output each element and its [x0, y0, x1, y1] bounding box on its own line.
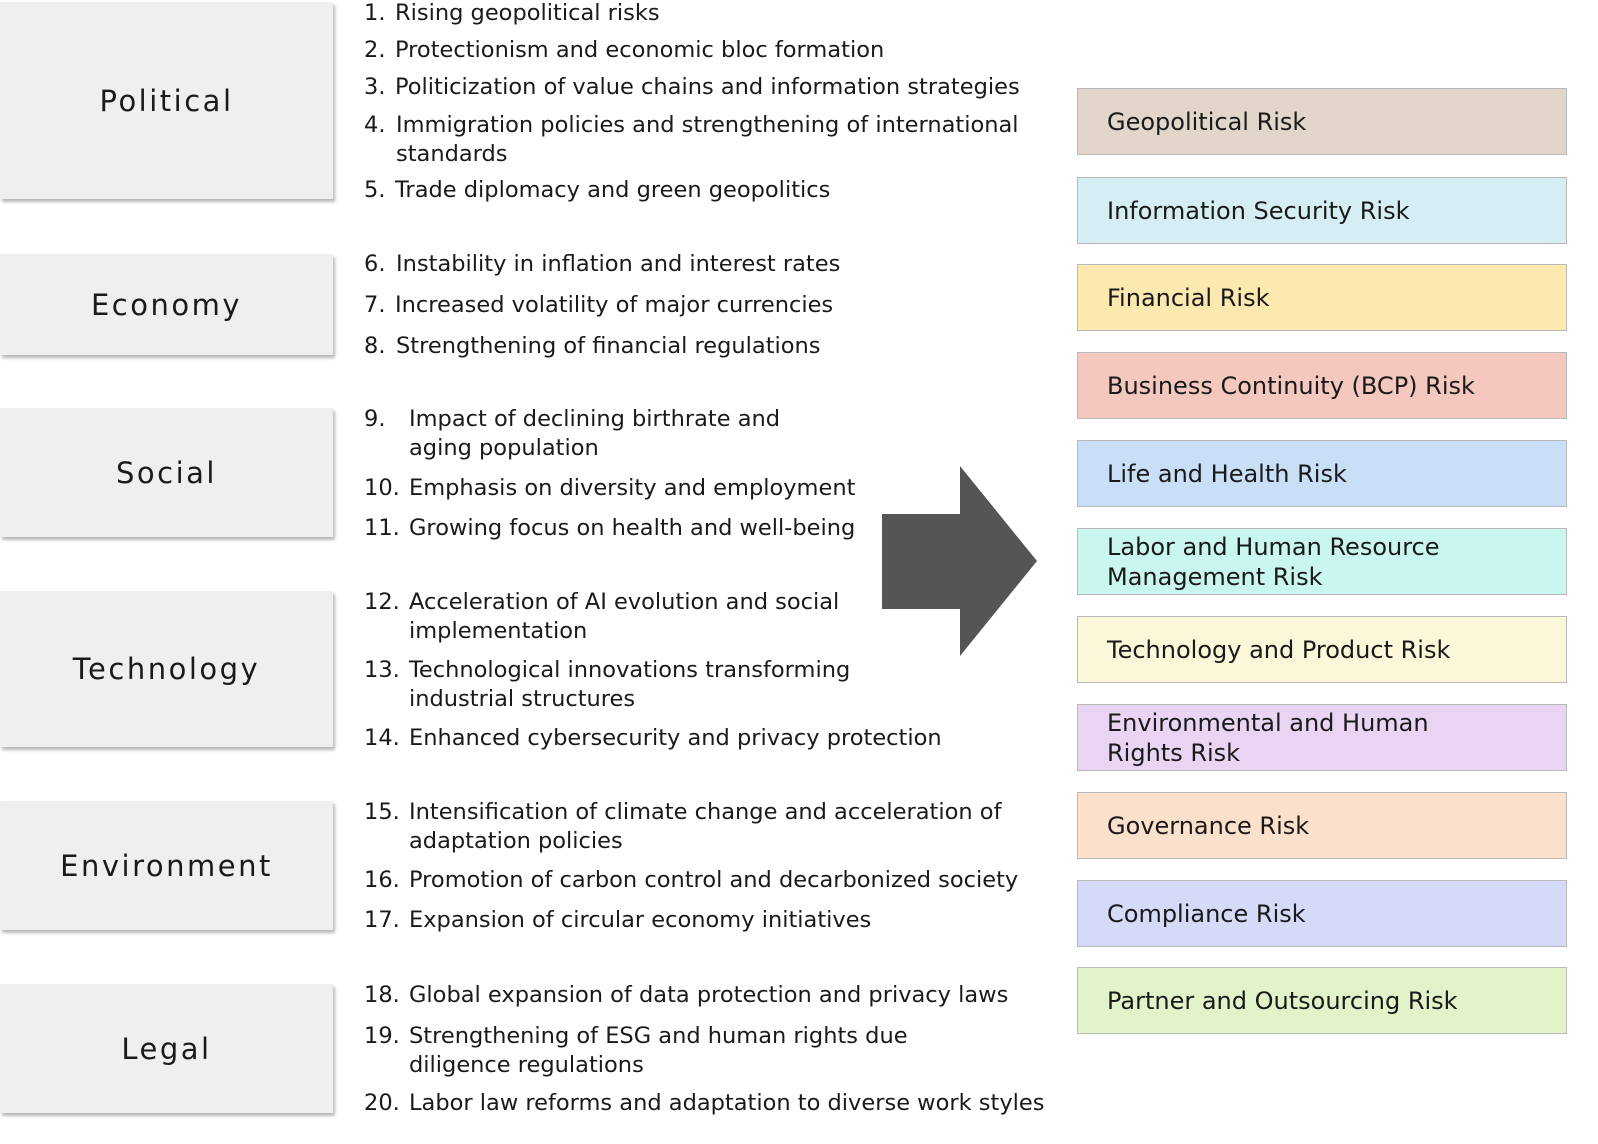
- category-economy: Economy: [0, 254, 333, 355]
- risk-label: Governance Risk: [1107, 811, 1310, 840]
- risk-label: Compliance Risk: [1107, 899, 1306, 928]
- factor-item: 20. Labor law reforms and adaptation to diverse work styles: [364, 1090, 1045, 1116]
- factor-item: 4. Immigration policies and strengthening of international standards: [364, 112, 1019, 167]
- factor-item: 18. Global expansion of data protection and privacy laws: [364, 982, 1009, 1008]
- risk-box-business-continuity: [1077, 352, 1567, 419]
- factor-item: 8. Strengthening of financial regulations: [364, 333, 821, 359]
- risk-label: Information Security Risk: [1107, 196, 1410, 225]
- risk-label: Labor and Human Resource Management Risk: [1107, 532, 1440, 591]
- category-political: Political: [0, 2, 333, 199]
- risk-label: Geopolitical Risk: [1107, 107, 1307, 136]
- risk-box-governance: [1077, 792, 1567, 859]
- risk-label: Business Continuity (BCP) Risk: [1107, 371, 1475, 400]
- factor-item: 16. Promotion of carbon control and decarbonized society: [364, 867, 1019, 893]
- category-social: Social: [0, 408, 333, 537]
- category-legal: Legal: [0, 984, 333, 1113]
- risk-box-life-health: [1077, 440, 1567, 507]
- risk-box-geopolitical: [1077, 88, 1567, 155]
- factor-item: 1. Rising geopolitical risks: [364, 0, 660, 26]
- factor-item: 12. Acceleration of AI evolution and social implementation: [364, 589, 840, 644]
- risk-label: Technology and Product Risk: [1107, 635, 1451, 664]
- factor-item: 2. Protectionism and economic bloc formation: [364, 37, 885, 63]
- risk-label: Partner and Outsourcing Risk: [1107, 986, 1458, 1015]
- factor-item: 19. Strengthening of ESG and human rights due diligence regulations: [364, 1023, 908, 1078]
- factor-item: 17. Expansion of circular economy initiatives: [364, 907, 872, 933]
- category-environment: Environment: [0, 801, 333, 930]
- risk-box-partner-outsourcing: [1077, 967, 1567, 1034]
- factor-item: 5. Trade diplomacy and green geopolitics: [364, 177, 831, 203]
- factor-item: 11. Growing focus on health and well-being: [364, 515, 856, 541]
- factor-item: 10. Emphasis on diversity and employment: [364, 475, 856, 501]
- risk-box-technology-product: [1077, 616, 1567, 683]
- right-arrow-icon: [880, 466, 1040, 658]
- factor-item: 15. Intensification of climate change and acceleration of adaptation policies: [364, 799, 1002, 854]
- risk-box-compliance: [1077, 880, 1567, 947]
- factor-item: 13. Technological innovations transforming industrial structures: [364, 657, 851, 712]
- risk-box-financial: [1077, 264, 1567, 331]
- risk-label: Financial Risk: [1107, 283, 1270, 312]
- factor-item: 14. Enhanced cybersecurity and privacy protection: [364, 725, 942, 751]
- risk-label: Environmental and Human Rights Risk: [1107, 708, 1429, 767]
- category-technology: Technology: [0, 591, 333, 747]
- factor-item: 6. Instability in inflation and interest rates: [364, 251, 841, 277]
- risk-box-environmental-human-rights: [1077, 704, 1567, 771]
- factor-item: 7. Increased volatility of major currencies: [364, 292, 834, 318]
- risk-label: Life and Health Risk: [1107, 459, 1347, 488]
- factor-item: 3. Politicization of value chains and information strategies: [364, 74, 1020, 100]
- factor-item: 9. Impact of declining birthrate and aging population: [364, 406, 781, 461]
- risk-box-information-security: [1077, 177, 1567, 244]
- risk-box-labor-hr: [1077, 528, 1567, 595]
